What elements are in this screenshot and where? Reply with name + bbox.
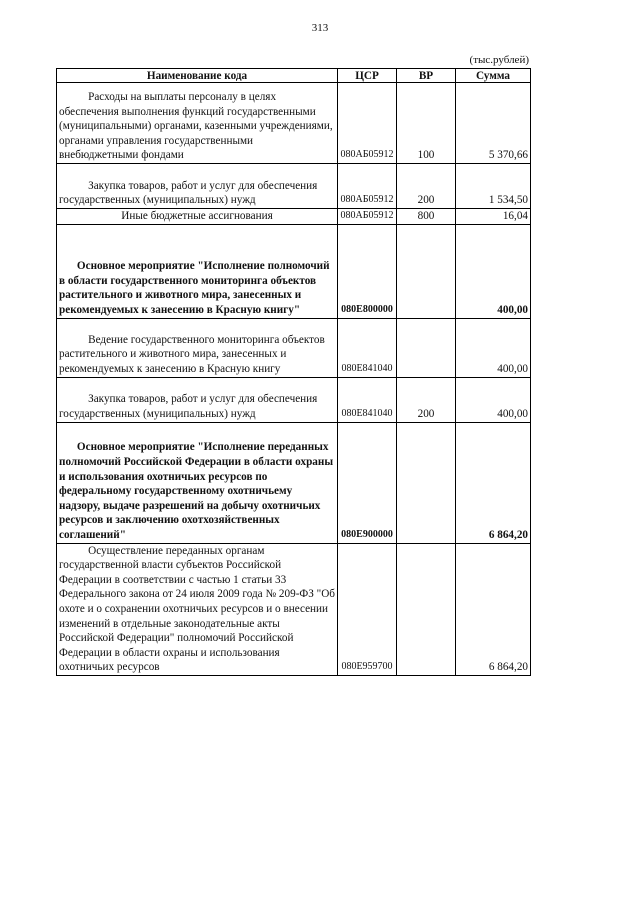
row-name: Иные бюджетные ассигнования (57, 209, 338, 225)
row-csr: 080Е900000 (338, 422, 397, 543)
row-name: Ведение государственного мониторинга объектов растительного и животного мира, занесенных и рекомендуемых к занесению в Красную книгу (57, 318, 338, 377)
budget-table (56, 68, 531, 676)
row-csr: 080АБ05912 (338, 83, 397, 164)
table-row (57, 83, 531, 164)
row-csr: 080Е841040 (338, 318, 397, 377)
row-sum: 400,00 (456, 224, 531, 318)
header-csr: ЦСР (338, 69, 397, 83)
table-row (57, 224, 531, 318)
row-name: Закупка товаров, работ и услуг для обеспечения государственных (муниципальных) нужд (57, 377, 338, 422)
row-sum: 400,00 (456, 318, 531, 377)
table-row (57, 377, 531, 422)
row-csr: 080Е841040 (338, 377, 397, 422)
row-csr: 080Е959700 (338, 543, 397, 675)
row-sum: 5 370,66 (456, 83, 531, 164)
table-row (57, 543, 531, 675)
row-name: Основное мероприятие "Исполнение переданных полномочий Российской Федерации в области охраны и использования охотничьих ресурсов по федеральному государственному охотничьему надзору, выдаче разрешений на добычу охотничьих ресурсов и заключению охотхозяйственных соглашений" (57, 422, 338, 543)
row-csr: 080Е800000 (338, 224, 397, 318)
table-row (57, 164, 531, 209)
page-number: 313 (311, 22, 329, 34)
row-sum: 6 864,20 (456, 543, 531, 675)
row-vr: 200 (397, 164, 456, 209)
header-name: Наименование кода (57, 69, 338, 83)
row-csr: 080АБ05912 (338, 164, 397, 209)
row-name: Основное мероприятие "Исполнение полномочий в области государственного мониторинга объектов растительного и животного мира, занесенных и рекомендуемых к занесению в Красную книгу" (57, 224, 338, 318)
row-vr (397, 543, 456, 675)
header-sum: Сумма (456, 69, 531, 83)
row-vr (397, 224, 456, 318)
row-sum: 400,00 (456, 377, 531, 422)
row-name: Расходы на выплаты персоналу в целях обеспечения выполнения функций государственными (муниципальными) органами, казенными учреждениями, органами управления государственными внебюджетными фондами (57, 83, 338, 164)
units-label: (тыс.рублей) (469, 54, 529, 66)
row-csr: 080АБ05912 (338, 209, 397, 225)
row-name: Осуществление переданных органам государственной власти субъектов Российской Федерации в соответствии с частью 1 статьи 33 Федерального закона от 24 июля 2009 года № 209-ФЗ "Об охоте и о сохранении охотничьих ресурсов и о внесении изменений в отдельные законодательные акты Российской Федерации" полномочий Российской Федерации в области охраны и использования охотничьих ресурсов (57, 543, 338, 675)
row-sum: 1 534,50 (456, 164, 531, 209)
table-row (57, 422, 531, 543)
table-row (57, 209, 531, 225)
row-vr (397, 318, 456, 377)
table-row (57, 318, 531, 377)
header-vr: ВР (397, 69, 456, 83)
row-vr: 800 (397, 209, 456, 225)
row-sum: 16,04 (456, 209, 531, 225)
row-vr (397, 422, 456, 543)
row-vr: 100 (397, 83, 456, 164)
row-sum: 6 864,20 (456, 422, 531, 543)
table-header-row (57, 69, 531, 83)
row-name: Закупка товаров, работ и услуг для обеспечения государственных (муниципальных) нужд (57, 164, 338, 209)
row-vr: 200 (397, 377, 456, 422)
